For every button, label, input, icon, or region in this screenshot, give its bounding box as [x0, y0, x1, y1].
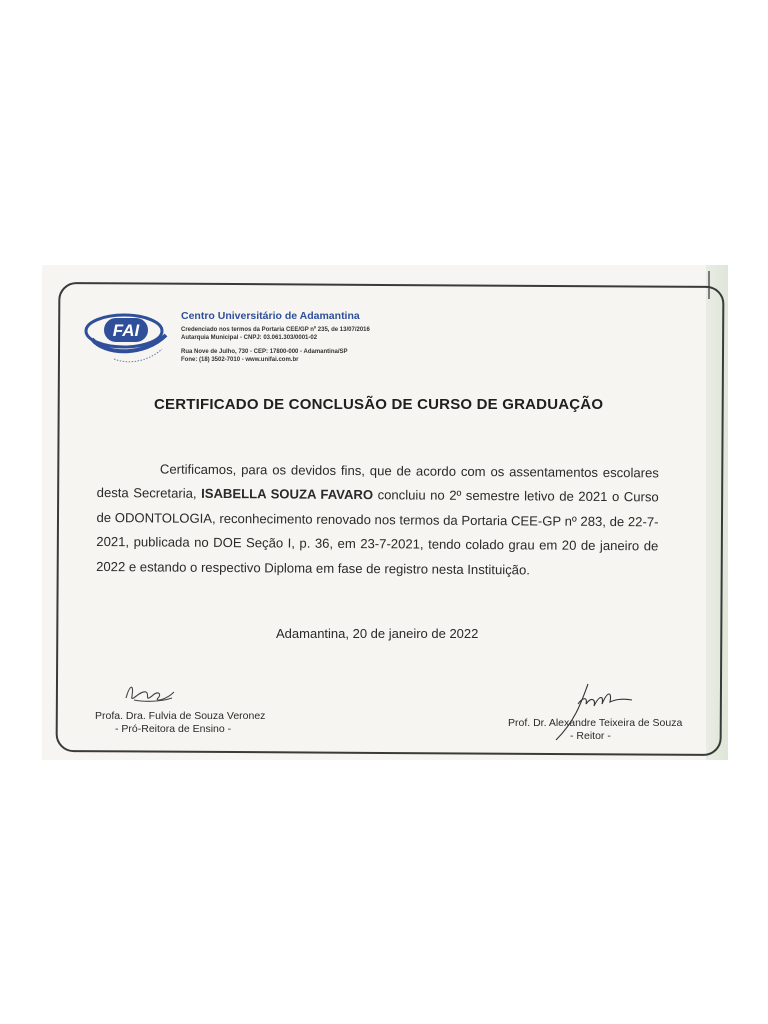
- date-line: Adamantina, 20 de janeiro de 2022: [276, 626, 479, 641]
- svg-text:FAI: FAI: [112, 321, 140, 340]
- certificate-body: [96, 457, 659, 583]
- right-signatory-name: Prof. Dr. Alexandre Teixeira de Souza: [508, 717, 683, 729]
- left-signature: [120, 680, 180, 710]
- fai-logo: [84, 305, 174, 367]
- autarquia-text: Autarquia Municipal - CNPJ: 03.061.303/0001-02: [181, 335, 318, 341]
- phone-text: Fone: (18) 3502-7010 - www.unifai.com.br: [181, 357, 299, 363]
- certificate-title: CERTIFICADO DE CONCLUSÃO DE CURSO DE GRADUAÇÃO: [154, 396, 604, 413]
- right-signatory-role: - Reitor -: [570, 730, 611, 742]
- left-signatory-name: Profa. Dra. Fulvia de Souza Veronez: [95, 710, 266, 722]
- accreditation-text: Credenciado nos termos da Portaria CEE/GP nº 235, de 13/07/2016: [181, 327, 370, 333]
- body-part2: concluiu no 2º semestre letivo de 2021 o Curso de ODONTOLOGIA, reconhecimento renovado nos termos da Portaria CEE-GP nº 283, de 22-7-2021, publicada no DOE Seção I, p. 36, em 23-7-2021, tendo colado grau em 20 de janeiro de 2022 e estando o respectivo Diploma em fase de registro nesta Instituição.: [96, 487, 659, 578]
- left-signatory-role: - Pró-Reitora de Ensino -: [115, 723, 232, 735]
- institution-name: Centro Universitário de Adamantina: [181, 310, 360, 322]
- institution-header: [181, 310, 370, 364]
- address-text: Rua Nove de Julho, 730 - CEP: 17800-000 - Adamantina/SP: [181, 349, 348, 355]
- left-signatory: [95, 710, 265, 736]
- body-part1: Certificamos, para os devidos fins, que de acordo com os assentamentos escolares desta Secretaria,: [96, 461, 659, 502]
- student-name: ISABELLA SOUZA FAVARO: [201, 486, 374, 503]
- right-signatory: [508, 717, 682, 743]
